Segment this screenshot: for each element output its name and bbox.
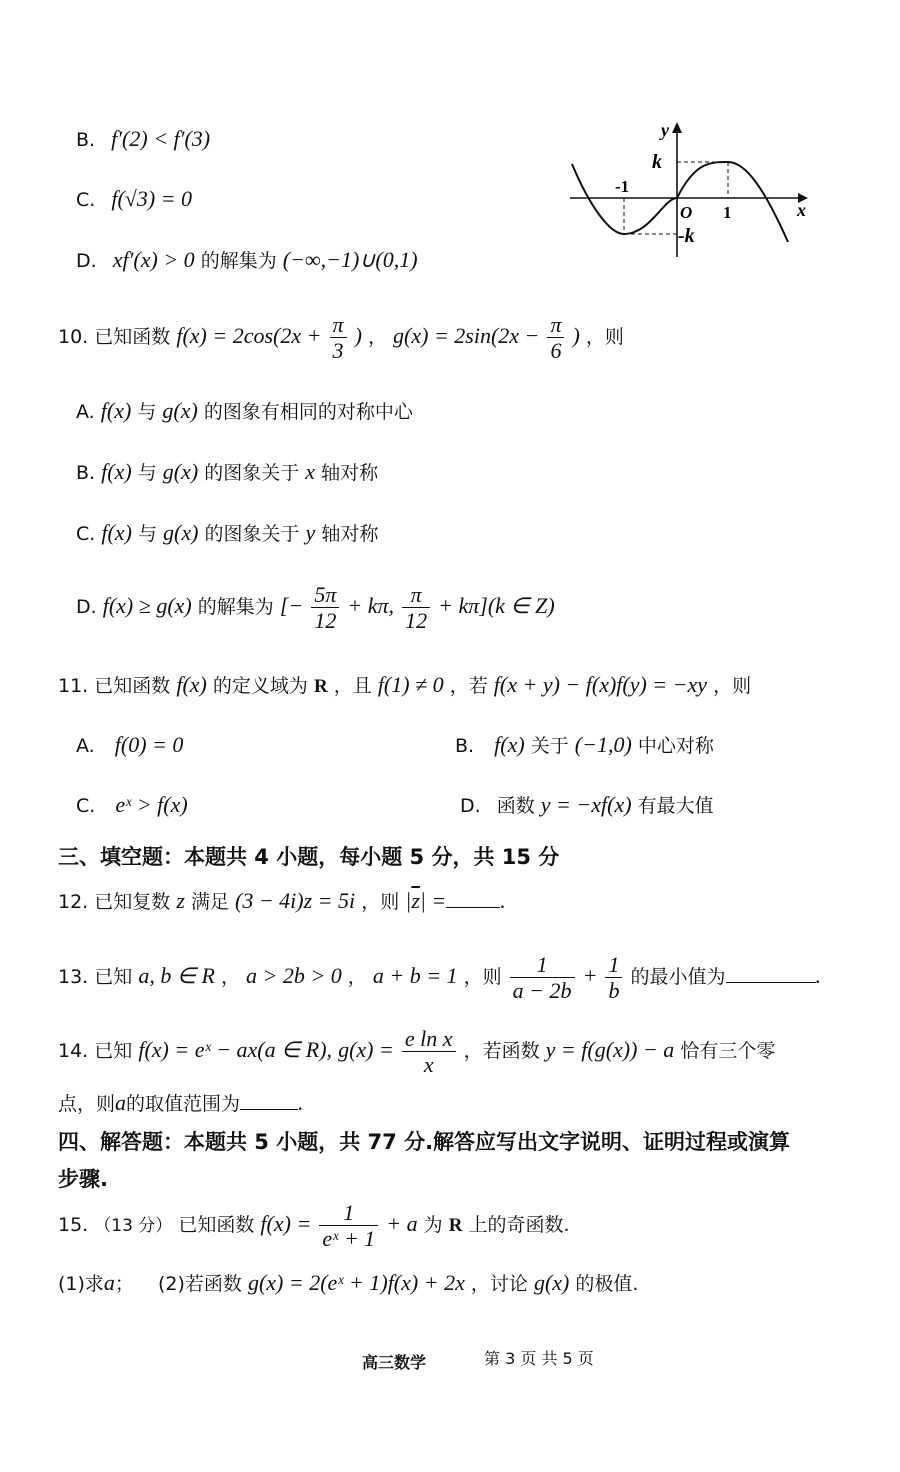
q10-option-a: A. f(x) 与 g(x) 的图象有相同的对称中心 (76, 398, 413, 423)
one-label: 1 (723, 203, 732, 222)
y-axis-arrow (672, 122, 682, 133)
q11-option-b: B. f(x) 关于 (−1,0) 中心对称 (455, 732, 714, 757)
section-4-heading-line1: 四、解答题：本题共 5 小题，共 77 分.解答应写出文字说明、证明过程或演算 (58, 1130, 791, 1154)
pi-over-3-fraction: $\frac{\pi}{3}$ (330, 312, 347, 364)
q11-option-a: A. f(0) = 0 (76, 732, 184, 757)
neg1-label: -1 (615, 177, 630, 196)
one-over-a-minus-2b-fraction: $\frac{1}{a - 2b}$ (510, 952, 575, 1004)
q10-option-b: B. f(x) 与 g(x) 的图象关于 x 轴对称 (76, 459, 379, 484)
q9-option-d: D. xf′(x) > 0 的解集为 (−∞,−1)∪(0,1) (76, 247, 418, 272)
pi-over-12-fraction: $\frac{\pi}{12}$ (402, 582, 430, 634)
q15-parts: (1)求a； (2)若函数 g(x) = 2(eˣ + 1)f(x) + 2x ，讨论 g(x) 的极值. (58, 1270, 639, 1295)
q14-line1: 14. 已知 f(x) = eˣ − ax(a ∈ R), g(x) = $\frac{\text{e ln x}}{x}$ ，若函数 y = f(g(x)) − a 恰有三个零 (58, 1026, 776, 1078)
q13-answer-blank[interactable] (726, 963, 816, 983)
q10-option-c: C. f(x) 与 g(x) 的图象关于 y 轴对称 (76, 520, 379, 545)
q10-stem: 10. 已知函数 f(x) = 2cos(2x + $\frac{\pi}{3}$ ) ， g(x) = 2sin(2x − $\frac{\pi}{6}$ ) ，则 (58, 312, 624, 364)
q9-option-c: C. f(√3) = 0 (76, 186, 193, 211)
q11-stem: 11. 已知函数 f(x) 的定义域为 R ，且 f(1) ≠ 0 ，若 f(x + y) − f(x)f(y) = −xy ，则 (58, 672, 752, 697)
five-pi-over-12-fraction: $\frac{5\pi}{12}$ (311, 582, 339, 634)
k-label: k (652, 151, 662, 173)
q14-line2: 点，则a的取值范围为 . (58, 1090, 304, 1115)
origin-label: O (680, 203, 693, 222)
y-label: y (661, 120, 669, 140)
x-label: x (797, 200, 806, 220)
q13: 13. 已知 a, b ∈ R ， a > 2b > 0 ， a + b = 1 ，则 $\frac{1}{a - 2b}$ + $\frac{1}{b}$ 的最小值为 . (58, 952, 822, 1004)
function-graph (560, 112, 820, 262)
q10-option-d: D. f(x) ≥ g(x) 的解集为 [− $\frac{5\pi}{12}$ + kπ, $\frac{\pi}{12}$ + kπ](k ∈ Z) (76, 582, 555, 634)
q11-option-d: D. 函数 y = −xf(x) 有最大值 (460, 792, 714, 817)
e-lnx-over-x-fraction: $\frac{\text{e ln x}}{x}$ (402, 1026, 456, 1078)
q11-option-c: C. eˣ > f(x) (76, 792, 188, 817)
one-over-b-fraction: $\frac{1}{b}$ (605, 952, 622, 1004)
section-3-heading: 三、填空题：本题共 4 小题，每小题 5 分，共 15 分 (58, 845, 560, 869)
one-over-ex-plus-1-fraction: $\frac{1}{\text{eˣ + 1}}$ (319, 1200, 378, 1252)
pi-over-6-fraction: $\frac{\pi}{6}$ (547, 312, 564, 364)
footer-page-info: 第 3 页 共 5 页 (484, 1349, 594, 1368)
neg-k-label: -k (678, 225, 695, 247)
section-4-heading-line2: 步骤. (58, 1167, 108, 1191)
q12-answer-blank[interactable] (446, 888, 500, 908)
q9-option-b: B. f′(2) < f′(3) (76, 126, 211, 151)
q12: 12. 已知复数 z 满足 (3 − 4i)z = 5i ，则 $|\overline{z}|$ = . (58, 888, 506, 913)
q15-stem: 15. （13 分） 已知函数 f(x) = $\frac{1}{\text{eˣ + 1}}$ + a 为 R 上的奇函数. (58, 1200, 570, 1252)
footer-subject: 高三数学 (362, 1353, 427, 1372)
q14-answer-blank[interactable] (240, 1090, 298, 1110)
